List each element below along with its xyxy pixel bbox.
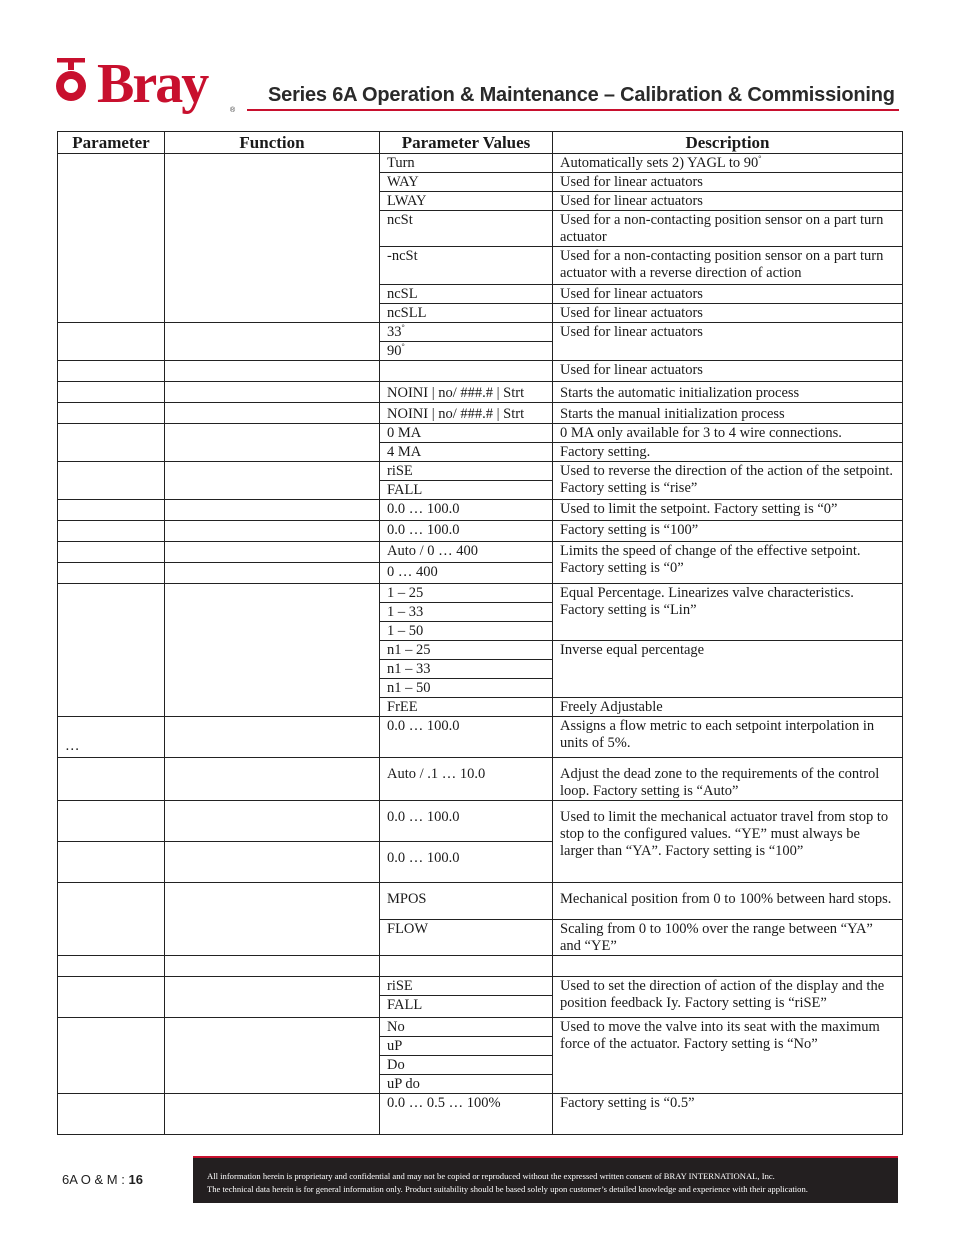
function-cell: [165, 842, 380, 883]
value-cell: 4 MA: [380, 443, 553, 462]
description-cell: Used to move the valve into its seat with the maximum force of the actuator. Factory setting is “No”: [553, 1018, 903, 1094]
parameter-cell: [58, 542, 165, 563]
parameter-cell: [58, 382, 165, 403]
parameter-cell: [58, 1094, 165, 1135]
value-cell: LWAY: [380, 192, 553, 211]
value-cell: NOINI | no/ ###.# | Strt: [380, 382, 553, 403]
description-cell: Used for linear actuators: [553, 285, 903, 304]
table-row: [58, 323, 903, 342]
parameter-cell: [58, 154, 165, 323]
parameter-cell: [58, 977, 165, 1018]
value-cell: MPOS: [380, 883, 553, 920]
function-cell: [165, 323, 380, 361]
table-row: [58, 500, 903, 521]
parameter-cell: [58, 323, 165, 361]
table-row: [58, 1094, 903, 1135]
table-row: [58, 977, 903, 996]
value-cell: riSE: [380, 462, 553, 481]
value-cell: FALL: [380, 996, 553, 1018]
table-row: [58, 717, 903, 758]
value-cell: 1 – 50: [380, 622, 553, 641]
description-cell: Starts the automatic initialization process: [553, 382, 903, 403]
legal-line-1: All information herein is proprietary and confidential and may not be copied or reproduced without the expressed written consent of BRAY INTERNATIONAL, Inc.: [207, 1171, 775, 1181]
function-cell: [165, 361, 380, 382]
value-cell: 0 … 400: [380, 563, 553, 584]
value-cell: FrEE: [380, 698, 553, 717]
value-cell: n1 – 33: [380, 660, 553, 679]
table-row: [58, 801, 903, 842]
table-row: [58, 424, 903, 443]
description-cell: Used to limit the mechanical actuator travel from stop to stop to the configured values. “YE” must always be larger than “YA”. Factory setting is “100”: [553, 801, 903, 883]
parameter-table: [57, 131, 903, 1135]
value-cell: 33°: [380, 323, 553, 342]
description-cell: Factory setting is “100”: [553, 521, 903, 542]
legal-footer: [193, 1156, 898, 1203]
header-function: Function: [165, 132, 380, 154]
value-cell: 1 – 25: [380, 584, 553, 603]
function-cell: [165, 521, 380, 542]
function-cell: [165, 424, 380, 462]
value-cell: FLOW: [380, 920, 553, 956]
description-cell: Used to reverse the direction of the action of the setpoint. Factory setting is “rise”: [553, 462, 903, 500]
description-cell: Adjust the dead zone to the requirements of the control loop. Factory setting is “Auto”: [553, 758, 903, 801]
value-cell: 0.0 … 100.0: [380, 842, 553, 883]
parameter-cell: [58, 956, 165, 977]
function-cell: [165, 563, 380, 584]
header-parameter-values: Parameter Values: [380, 132, 553, 154]
parameter-cell: [58, 500, 165, 521]
value-cell: Auto / 0 … 400: [380, 542, 553, 563]
registered-mark: ®: [230, 107, 236, 114]
table-row: [58, 956, 903, 977]
function-cell: [165, 382, 380, 403]
page-title: Series 6A Operation & Maintenance – Calibration & Commissioning: [268, 84, 895, 106]
description-cell: Used for a non-contacting position sensor on a part turn actuator with a reverse direction of action: [553, 247, 903, 285]
description-cell: Used to set the direction of action of the display and the position feedback Iy. Factory setting is “riSE”: [553, 977, 903, 1018]
parameter-cell: [58, 883, 165, 956]
header-parameter: Parameter: [58, 132, 165, 154]
description-cell: Mechanical position from 0 to 100% between hard stops.: [553, 883, 903, 920]
value-cell: ncSLL: [380, 304, 553, 323]
value-cell: FALL: [380, 481, 553, 500]
value-cell: Auto / .1 … 10.0: [380, 758, 553, 801]
parameter-cell: [58, 758, 165, 801]
function-cell: [165, 584, 380, 717]
value-cell: 0.0 … 100.0: [380, 521, 553, 542]
description-cell: Factory setting is “0.5”: [553, 1094, 903, 1135]
parameter-cell: [58, 361, 165, 382]
function-cell: [165, 717, 380, 758]
description-cell: Assigns a flow metric to each setpoint interpolation in units of 5%.: [553, 717, 903, 758]
function-cell: [165, 542, 380, 563]
description-cell: Used to limit the setpoint. Factory setting is “0”: [553, 500, 903, 521]
description-cell: Used for linear actuators: [553, 361, 903, 382]
function-cell: [165, 758, 380, 801]
parameter-cell: [58, 584, 165, 717]
table-row: [58, 584, 903, 603]
function-cell: [165, 403, 380, 424]
value-cell: ncSL: [380, 285, 553, 304]
description-cell: Equal Percentage. Linearizes valve characteristics. Factory setting is “Lin”: [553, 584, 903, 641]
description-cell: Freely Adjustable: [553, 698, 903, 717]
function-cell: [165, 801, 380, 842]
value-cell: [380, 956, 553, 977]
description-cell: 0 MA only available for 3 to 4 wire connections.: [553, 424, 903, 443]
function-cell: [165, 500, 380, 521]
description-cell: Used for linear actuators: [553, 192, 903, 211]
description-cell: [553, 956, 903, 977]
value-cell: NOINI | no/ ###.# | Strt: [380, 403, 553, 424]
parameter-cell: [58, 842, 165, 883]
description-cell: Starts the manual initialization process: [553, 403, 903, 424]
function-cell: [165, 462, 380, 500]
table-row: [58, 361, 903, 382]
description-cell: Limits the speed of change of the effective setpoint. Factory setting is “0”: [553, 542, 903, 584]
function-cell: [165, 956, 380, 977]
parameter-cell: [58, 563, 165, 584]
parameter-cell: [58, 424, 165, 462]
value-cell: WAY: [380, 173, 553, 192]
parameter-cell: …: [58, 717, 165, 758]
value-cell: [380, 361, 553, 382]
table-row: [58, 883, 903, 920]
description-cell: Automatically sets 2) YAGL to 90°: [553, 154, 903, 173]
table-row: [58, 403, 903, 424]
value-cell: 0.0 … 0.5 … 100%: [380, 1094, 553, 1135]
table-row: [58, 542, 903, 563]
parameter-cell: [58, 403, 165, 424]
value-cell: n1 – 25: [380, 641, 553, 660]
value-cell: Turn: [380, 154, 553, 173]
bray-logo: [55, 52, 245, 118]
value-cell: 1 – 33: [380, 603, 553, 622]
parameter-cell: [58, 801, 165, 842]
value-cell: ncSt: [380, 211, 553, 247]
table-row: [58, 758, 903, 801]
parameter-cell: [58, 1018, 165, 1094]
value-cell: uP do: [380, 1075, 553, 1094]
description-cell: Used for linear actuators: [553, 323, 903, 361]
description-cell: Scaling from 0 to 100% over the range between “YA” and “YE”: [553, 920, 903, 956]
parameter-cell: [58, 521, 165, 542]
description-cell: Used for linear actuators: [553, 173, 903, 192]
value-cell: 90°: [380, 342, 553, 361]
value-cell: uP: [380, 1037, 553, 1056]
table-row: [58, 382, 903, 403]
page-number: 6A O & M : 16: [62, 1172, 143, 1187]
value-cell: Do: [380, 1056, 553, 1075]
value-cell: 0.0 … 100.0: [380, 717, 553, 758]
function-cell: [165, 1018, 380, 1094]
parameter-cell: [58, 462, 165, 500]
table-row: [58, 154, 903, 173]
legal-line-2: The technical data herein is for general information only. Product suitability should be based solely upon customer’s detailed knowledge and experience with their application.: [207, 1184, 808, 1194]
table-row: [58, 462, 903, 481]
function-cell: [165, 154, 380, 323]
header-rule: [247, 109, 899, 111]
table-row: [58, 1018, 903, 1037]
table-row: [58, 521, 903, 542]
value-cell: 0.0 … 100.0: [380, 801, 553, 842]
description-cell: Used for linear actuators: [553, 304, 903, 323]
function-cell: [165, 1094, 380, 1135]
header-description: Description: [553, 132, 903, 154]
description-cell: Inverse equal percentage: [553, 641, 903, 698]
description-cell: Factory setting.: [553, 443, 903, 462]
value-cell: -ncSt: [380, 247, 553, 285]
description-cell: Used for a non-contacting position sensor on a part turn actuator: [553, 211, 903, 247]
value-cell: n1 – 50: [380, 679, 553, 698]
brand-wordmark: Bray: [97, 53, 208, 115]
function-cell: [165, 883, 380, 956]
value-cell: riSE: [380, 977, 553, 996]
value-cell: 0.0 … 100.0: [380, 500, 553, 521]
function-cell: [165, 977, 380, 1018]
value-cell: 0 MA: [380, 424, 553, 443]
value-cell: No: [380, 1018, 553, 1037]
